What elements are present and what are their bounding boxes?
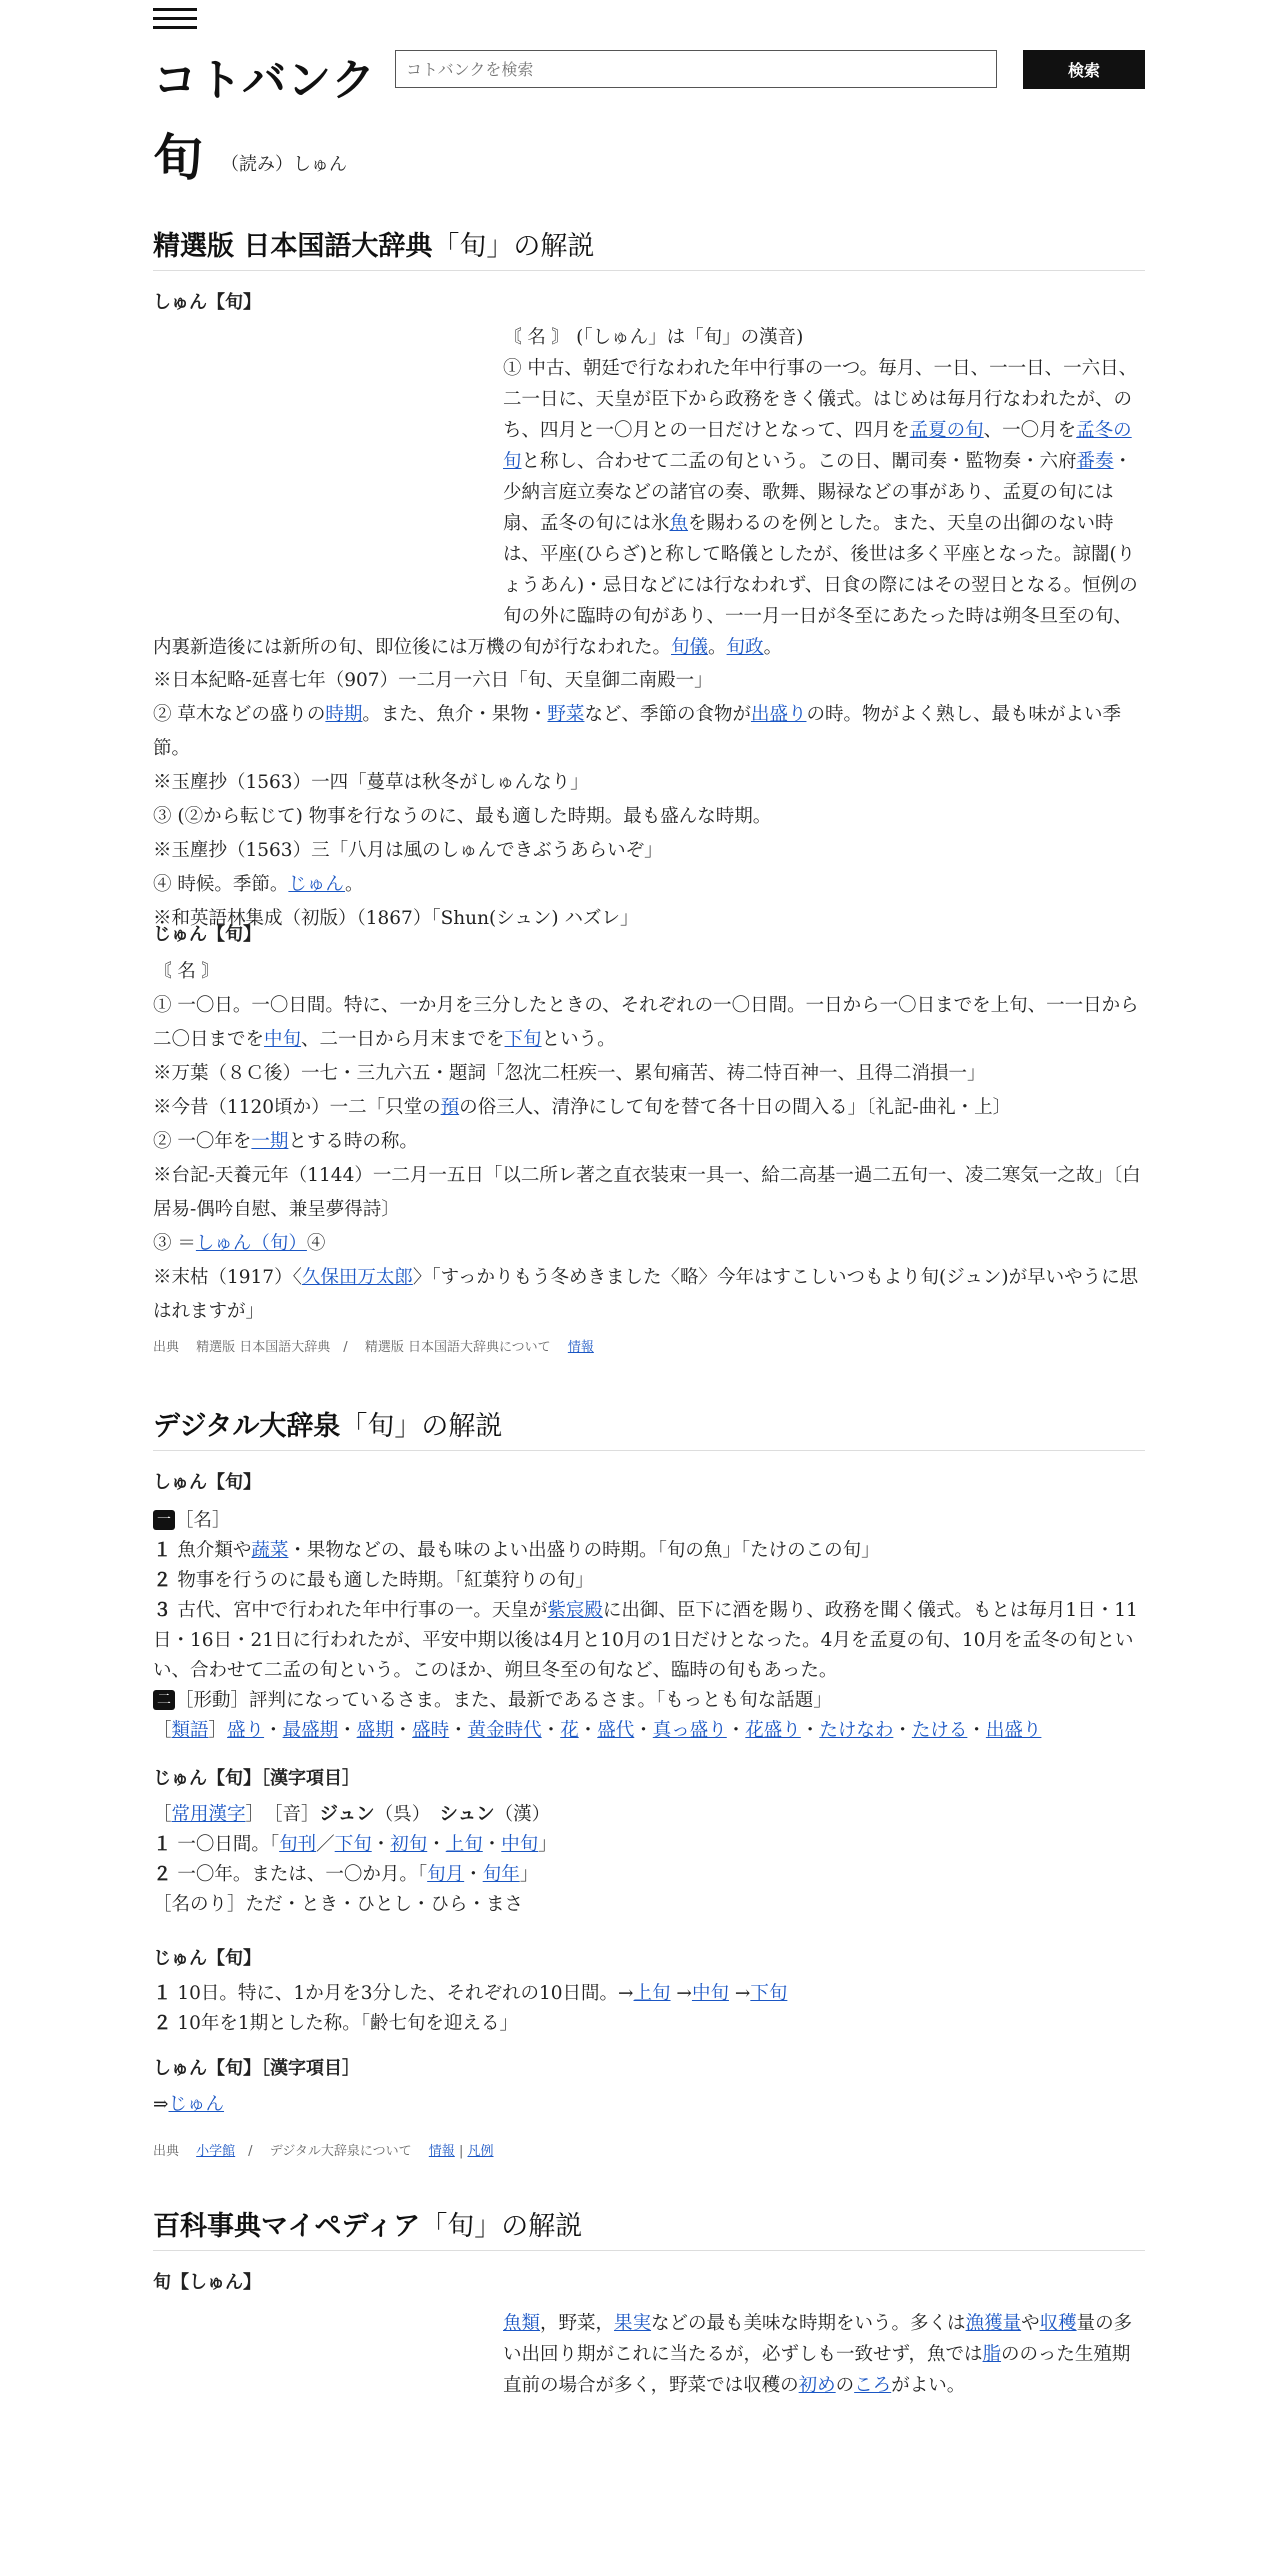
source-nikkoku: 出典 精選版 日本国語大辞典 / 精選版 日本国語大辞典について 情報 xyxy=(153,1340,594,1355)
nikkoku-senses xyxy=(153,664,1145,936)
search-input[interactable] xyxy=(395,50,997,88)
definition-line: ④ 時候。季節。じゅん。 xyxy=(153,874,364,895)
daijisen-kanji-senses xyxy=(153,1800,1145,1920)
link-jojun[interactable]: 上旬 xyxy=(445,1834,483,1855)
source-label: 出典 xyxy=(153,1340,180,1355)
entry-word: 旬 xyxy=(153,128,203,187)
definition-line: ② 一〇年を一期とする時の称。 xyxy=(153,1131,418,1152)
section-title-rest: 「旬」の解説 xyxy=(420,2211,583,2242)
link-gejun[interactable]: 下旬 xyxy=(504,1029,542,1050)
section-divider xyxy=(153,2250,1145,2251)
link-chujun3[interactable]: 中旬 xyxy=(691,1983,729,2004)
daijisen-jun-senses xyxy=(153,1979,1145,2039)
definition-line: ※台記‐天養元年（1144）一二月一五日「以二所レ著之直衣装束一具一、給二高基一過二五旬一、凌二寒気一之故」〔白居易‐偶吟自慰、兼呈夢得詩〕 xyxy=(153,1165,1141,1220)
sense-marker-2: 二 xyxy=(153,1690,175,1710)
link-shojun[interactable]: 初旬 xyxy=(390,1834,428,1855)
mypedia-definition xyxy=(503,2308,1145,2401)
search-button[interactable]: 検索 xyxy=(1023,50,1145,89)
definition-line: ３ 古代、宮中で行われた年中行事の一。天皇が紫宸殿に出御、臣下に酒を賜り、政務を聞く儀式。もとは毎月1日・11日・16日・21日に行われたが、平安中期以後は4月と10月の1日だけとなった。4月を孟夏の旬、10月を孟冬の旬といい、合わせて二孟の旬という。このほか、朔旦冬至の旬など、臨時の旬もあった。 xyxy=(153,1600,1138,1681)
definition-line: 二 ［形動］評判になっているさま。また、最新であるさま。「もっとも旬な話題」 xyxy=(153,1686,1145,1716)
definition-line: ※和英語林集成（初版）（1867）「Shun(シュン) ハズレ」 xyxy=(153,908,639,929)
link-ikki[interactable]: 一期 xyxy=(251,1131,289,1152)
link-takeru[interactable]: たける xyxy=(911,1720,968,1741)
section-title-bold: 百科事典マイペディア xyxy=(153,2211,421,2242)
definition-text: ① 中古、朝廷で行なわれた年中行事の一つ。毎月、一日、一一日、一六日、二一日に、天皇が臣下から政務をきく儀式。はじめは毎月行なわれたが、のち、四月と一〇月との一日だけとなって、四月を孟夏の旬、一〇月を孟冬の旬と称し、合わせて二孟の旬という。この日、闈司奏・監物奏・六府番奏・少納言庭立奏などの諸官の奏、歌舞、賜禄などの事があり、孟夏の旬には扇、孟冬の旬には氷魚を賜わるのを例とした。また、天皇の出御のない時は、平座(ひらざ)と称して略儀としたが、後世は多く平座となった。諒闇(りょうあん)・忌日などには行なわれず、日食の際にはその翌日となる。恒例の旬の外に臨時の旬があり、一一月一日が冬至にあたった時は朔冬旦至の旬、内裏新造後には新所の旬、即位後には万機の旬が行なわれた。旬儀。旬政。 xyxy=(153,358,1138,658)
source-about: デジタル大辞泉について xyxy=(269,2144,412,2159)
headword-shun-kanji xyxy=(153,2052,1145,2085)
headword-jun-daijisen xyxy=(153,1942,1145,1975)
source-about: 精選版 日本国語大辞典について xyxy=(364,1340,551,1355)
link-bansou[interactable]: 番奏 xyxy=(1076,451,1114,472)
definition-line: ２ 一〇年。または、一〇か月。「旬月・旬年」 xyxy=(153,1864,539,1885)
definition-text: 魚類，野菜，果実などの最も美味な時期をいう。多くは漁獲量や収穫量の多い出回り期がこれに当たるが，必ずしも一致せず，魚では脂ののった生殖期直前の場合が多く，野菜では収穫の初めのころがよい。 xyxy=(503,2313,1133,2396)
info-link[interactable]: 情報 xyxy=(428,2144,455,2159)
headword-label: 旬【しゅん】 xyxy=(153,2272,261,2293)
definition-line: ［類語］盛り・最盛期・盛期・盛時・黄金時代・花・盛代・真っ盛り・花盛り・たけなわ・たける・出盛り xyxy=(153,1720,1042,1741)
source-daijisen: 出典 小学館 / デジタル大辞泉について 情報 | 凡例 xyxy=(153,2144,494,2159)
link-jungetsu[interactable]: 旬月 xyxy=(427,1864,465,1885)
section-title-mypedia xyxy=(153,2204,582,2243)
link-takenawa[interactable]: たけなわ xyxy=(819,1720,894,1741)
definition-line: 〘 名 〙 xyxy=(153,961,221,982)
section-title-bold: 精選版 日本国語大辞典 xyxy=(153,231,433,262)
link-junkan[interactable]: 旬刊 xyxy=(279,1834,317,1855)
link-sakari[interactable]: 盛り xyxy=(227,1720,265,1741)
definition-line: ⇒じゅん xyxy=(153,2094,225,2115)
definition-line: ※玉塵抄（1563）三「八月は風のしゅんできぶうあらいぞ」 xyxy=(153,840,663,861)
link-jouyou[interactable]: 常用漢字 xyxy=(171,1804,246,1825)
definition-line: ２ 10年を1期とした称。「齢七旬を迎える」 xyxy=(153,2013,518,2034)
section-divider xyxy=(153,270,1145,271)
definition-line: ［常用漢字］ ［音］ジュン（呉） シュン（漢） xyxy=(153,1804,551,1825)
definition-line: ２ 物事を行うのに最も適した時期。「紅葉狩りの旬」 xyxy=(153,1570,594,1591)
definition-line: ［名のり］ただ・とき・ひとし・ひら・まさ xyxy=(153,1894,524,1915)
link-shunsei[interactable]: 旬政 xyxy=(726,637,764,658)
section-title-rest: 「旬」の解説 xyxy=(340,1411,503,1442)
float-spacer xyxy=(153,322,503,632)
link-chujun2[interactable]: 中旬 xyxy=(501,1834,539,1855)
site-logo[interactable]: コトバンク xyxy=(153,55,377,106)
headword-label: しゅん【旬】［漢字項目］ xyxy=(153,2058,360,2079)
link-gejun2[interactable]: 下旬 xyxy=(334,1834,372,1855)
headword-label: じゅん【旬】［漢字項目］ xyxy=(153,1768,360,1789)
pos-label: 〘 名 〙 (「しゅん」は「旬」の漢音) xyxy=(503,327,804,348)
link-sosai[interactable]: 蔬菜 xyxy=(251,1540,289,1561)
link-jun2[interactable]: じゅん xyxy=(168,2094,225,2115)
daijisen-senses xyxy=(153,1506,1145,1746)
link-shuukaku[interactable]: 収穫 xyxy=(1039,2313,1077,2334)
definition-line: ② 草木などの盛りの時期。また、魚介・果物・野菜など、季節の食物が出盛りの時。物がよく熟し、最も味がよい季節。 xyxy=(153,704,1121,759)
headword-jun xyxy=(153,918,1145,951)
link-hajime[interactable]: 初め xyxy=(798,2375,836,2396)
link-jojun3[interactable]: 上旬 xyxy=(633,1983,671,2004)
link-ruigo[interactable]: 類語 xyxy=(171,1720,209,1741)
definition-line: １ 一〇日間。「旬刊／下旬・初旬・上旬・中旬」 xyxy=(153,1834,557,1855)
headword-label: しゅん【旬】 xyxy=(153,1472,261,1493)
headword-shun xyxy=(153,286,1145,319)
menu-icon[interactable] xyxy=(153,8,197,34)
definition-line: １ 10日。特に、1か月を3分した、それぞれの10日間。→上旬 →中旬 →下旬 xyxy=(153,1983,788,2004)
definition-line: ※末枯（1917）〈久保田万太郎〉「すっかりもう冬めきました〈略〉今年はすこしいつもより旬(ジュン)が早いやうに思はれますが」 xyxy=(153,1267,1139,1322)
link-moutou-no-shun[interactable]: 孟冬の旬 xyxy=(503,420,1132,472)
headword-jun-kanji xyxy=(153,1762,1145,1795)
link-hanazakari[interactable]: 花盛り xyxy=(745,1720,801,1741)
daijisen-shun-kanji xyxy=(153,2090,1145,2120)
definition-line: １ 魚介類や蔬菜・果物などの、最も味のよい出盛りの時期。「旬の魚」「たけのこの旬」 xyxy=(153,1540,880,1561)
link-abura[interactable]: 脂 xyxy=(982,2344,1002,2365)
link-seiki[interactable]: 盛期 xyxy=(356,1720,394,1741)
link-gyorui[interactable]: 魚類 xyxy=(503,2313,541,2334)
definition-line: ③ (②から転じて) 物事を行なうのに、最も適した時期。最も盛んな時期。 xyxy=(153,806,772,827)
link-massakari[interactable]: 真っ盛り xyxy=(652,1720,727,1741)
link-seiji[interactable]: 盛時 xyxy=(412,1720,450,1741)
link-shun-shun[interactable]: しゅん（旬） xyxy=(195,1233,307,1254)
link-seidai[interactable]: 盛代 xyxy=(597,1720,635,1741)
link-yasai[interactable]: 野菜 xyxy=(547,704,585,725)
link-rei[interactable]: 預 xyxy=(440,1097,460,1118)
entry-reading: （読み）しゅん xyxy=(221,154,347,175)
source-name: 精選版 日本国語大辞典 xyxy=(196,1340,331,1355)
link-jun[interactable]: じゅん xyxy=(288,874,346,895)
section-title-nikkoku xyxy=(153,224,594,263)
link-hana[interactable]: 花 xyxy=(560,1720,579,1741)
definition-line: ※玉塵抄（1563）一四「蔓草は秋冬がしゅんなり」 xyxy=(153,772,589,793)
definition-line: 一 ［名］ xyxy=(153,1506,1145,1536)
headword-label: じゅん【旬】 xyxy=(153,924,261,945)
link-kubota[interactable]: 久保田万太郎 xyxy=(301,1267,413,1288)
link-demawari2[interactable]: 出盛り xyxy=(985,1720,1042,1741)
link-koro[interactable]: ころ xyxy=(854,2375,892,2396)
sense-marker-1: 一 xyxy=(153,1510,175,1530)
info-link[interactable]: 情報 xyxy=(567,1340,594,1355)
headword-label: しゅん【旬】 xyxy=(153,292,261,313)
link-uo[interactable]: 魚 xyxy=(669,513,689,534)
definition-line: ※今昔（1120頃か）一二「只堂の預の俗三人、清浄にして旬を替て各十日の間入る」〔礼記‐曲礼・上〕 xyxy=(153,1097,1012,1118)
definition-line: ※日本紀略-延喜七年（907）一二月一六日「旬、天皇御二南殿一」 xyxy=(153,670,713,691)
section-title-rest: 「旬」の解説 xyxy=(432,231,595,262)
definition-line: ③ ＝しゅん（旬）④ xyxy=(153,1233,326,1254)
section-title-bold: デジタル大辞泉 xyxy=(153,1411,341,1442)
link-junnen[interactable]: 旬年 xyxy=(482,1864,520,1885)
link-kajitsu[interactable]: 果実 xyxy=(614,2313,652,2334)
definition-line: ① 一〇日。一〇日間。特に、一か月を三分したときの、それぞれの一〇日間。一日から一〇日までを上旬、一一日から二〇日までを中旬、二一日から月末までを下旬という。 xyxy=(153,995,1139,1050)
source-label: 出典 xyxy=(153,2144,180,2159)
link-ougon[interactable]: 黄金時代 xyxy=(467,1720,542,1741)
section-divider xyxy=(153,1450,1145,1451)
definition-line: ※万葉（８Ｃ後）一七・三九六五・題詞「忽沈二枉疾一、累旬痛苦、祷二恃百神一、且得二消損一」 xyxy=(153,1063,986,1084)
link-mouka-no-shun[interactable]: 孟夏の旬 xyxy=(909,420,984,441)
link-gejun3[interactable]: 下旬 xyxy=(750,1983,788,2004)
source-name-link[interactable]: 小学館 xyxy=(196,2144,236,2159)
link-shungi[interactable]: 旬儀 xyxy=(671,637,709,658)
link-chujun[interactable]: 中旬 xyxy=(264,1029,302,1050)
link-gyokakuryou[interactable]: 漁獲量 xyxy=(965,2313,1022,2334)
headword-shun-daijisen xyxy=(153,1466,1145,1499)
section-title-daijisen xyxy=(153,1404,502,1443)
headword-mypedia xyxy=(153,2266,1145,2299)
link-demawari[interactable]: 出盛り xyxy=(750,704,807,725)
link-jiki[interactable]: 時期 xyxy=(325,704,363,725)
link-shishinden[interactable]: 紫宸殿 xyxy=(547,1600,603,1621)
link-saiseiki[interactable]: 最盛期 xyxy=(282,1720,339,1741)
headword-label: じゅん【旬】 xyxy=(153,1948,261,1969)
nikkoku-def1 xyxy=(153,322,1145,663)
nikkoku-jun-senses xyxy=(153,955,1145,1329)
hanrei-link[interactable]: 凡例 xyxy=(467,2144,494,2159)
